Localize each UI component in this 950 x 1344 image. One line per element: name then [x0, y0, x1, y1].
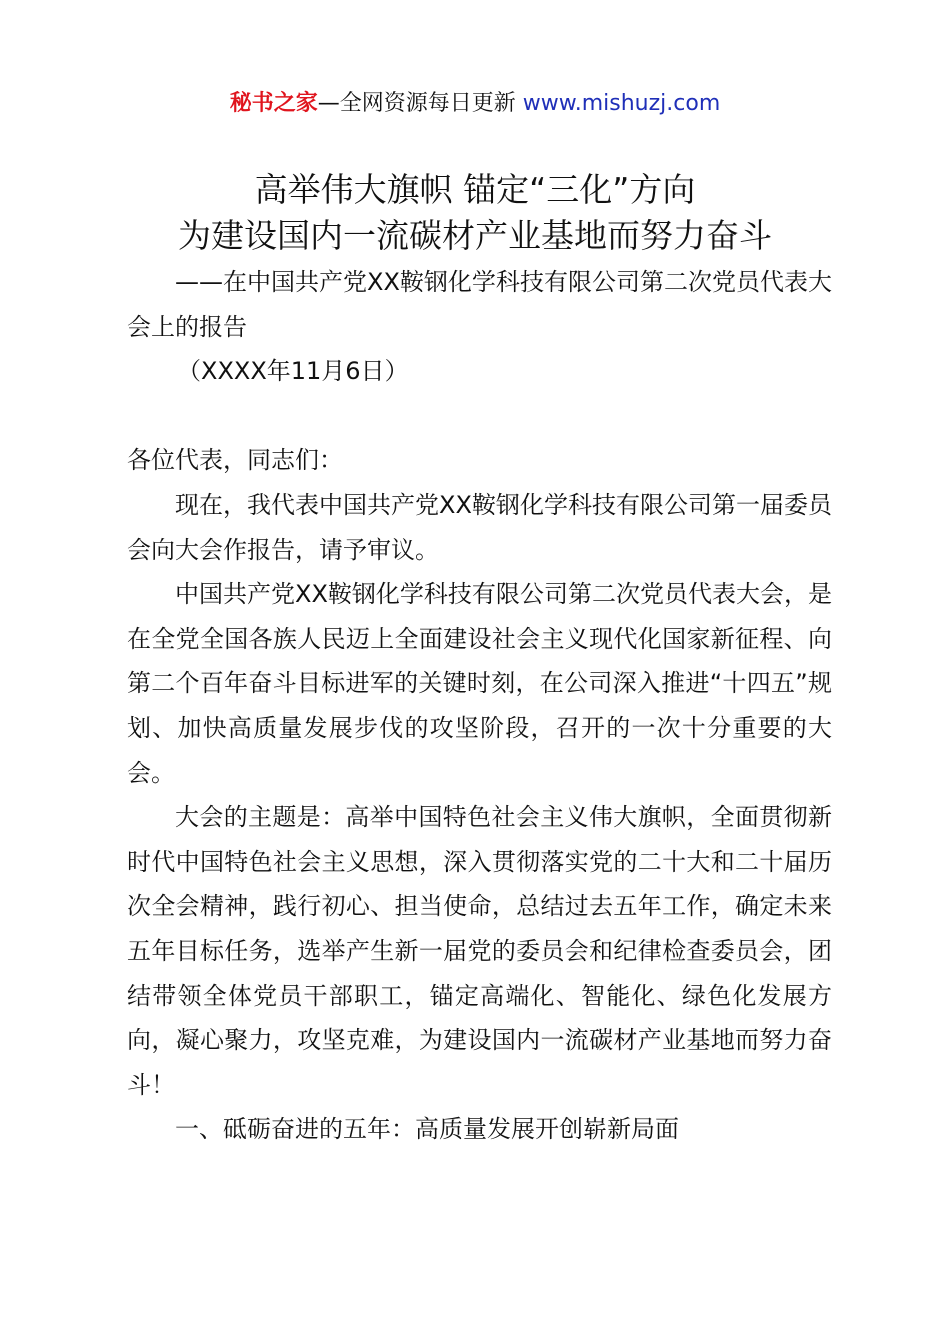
body-paragraph: 现在，我代表中国共产党XX鞍钢化学科技有限公司第一届委员会向大会作报告，请予审议。	[127, 490, 832, 564]
body-paragraph: 大会的主题是：高举中国特色社会主义伟大旗帜，全面贯彻新时代中国特色社会主义思想，深入贯彻落实党的二十大和二十届历次全会精神，践行初心、担当使命，总结过去五年工作，确定未来五年目标任务，选举产生新一届党的委员会和纪律检查委员会，团结带领全体党员干部职工，锚定高端化、智能化、绿色化发展方向，凝心聚力，攻坚克难，为建设国内一流碳材产业基地而努力奋斗！	[127, 803, 832, 1099]
salutation: 各位代表，同志们：	[127, 446, 343, 475]
site-url-link[interactable]: www.mishuzj.com	[522, 91, 721, 116]
document-subtitle: ——在中国共产党XX鞍钢化学科技有限公司第二次党员代表大会上的报告	[127, 268, 832, 341]
body-paragraph: 中国共产党XX鞍钢化学科技有限公司第二次党员代表大会，是在全党全国各族人民迈上全面建设社会主义现代化国家新征程、向第二个百年奋斗目标进军的关键时刻，在公司深入推进“十四五”规划、加快高质量发展步伐的攻坚阶段，召开的一次十分重要的大会。	[127, 580, 832, 787]
document-title-line-2: 为建设国内一流碳材产业基地而努力奋斗	[178, 216, 772, 255]
document-body	[127, 260, 832, 1152]
blank-line	[127, 394, 832, 439]
document-date: （XXXX年11月6日）	[177, 357, 409, 386]
brand-name: 秘书之家	[229, 91, 318, 116]
document-title-line-1: 高举伟大旗帜 锚定“三化”方向	[254, 170, 696, 209]
section-heading: 一、砥砺奋进的五年：高质量发展开创崭新局面	[175, 1115, 679, 1144]
site-slogan: —全网资源每日更新	[317, 91, 516, 116]
site-header	[0, 88, 950, 120]
